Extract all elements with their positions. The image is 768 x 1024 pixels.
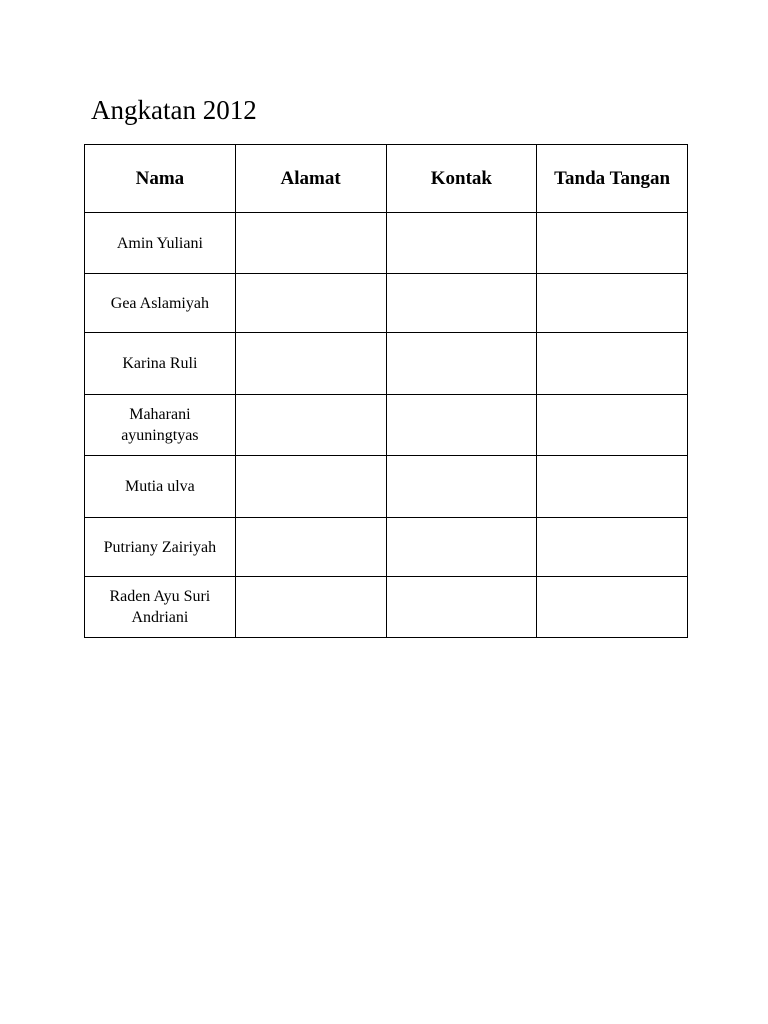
cell-alamat [235, 274, 386, 333]
attendance-table [84, 144, 688, 638]
cell-tanda-tangan [537, 333, 688, 395]
cell-alamat [235, 213, 386, 274]
header-nama: Nama [85, 145, 236, 213]
cell-kontak [386, 456, 537, 518]
table-row [85, 333, 688, 395]
cell-alamat [235, 333, 386, 395]
cell-tanda-tangan [537, 456, 688, 518]
name-text: Karina Ruli [122, 355, 198, 372]
table-row [85, 518, 688, 577]
table-row [85, 577, 688, 638]
header-kontak: Kontak [386, 145, 537, 213]
table-row [85, 395, 688, 456]
cell-alamat [235, 456, 386, 518]
table-row [85, 274, 688, 333]
cell-tanda-tangan [537, 213, 688, 274]
cell-nama [85, 213, 236, 274]
table-row [85, 213, 688, 274]
name-text: Maharani ayuningtyas [121, 406, 199, 444]
header-tanda-tangan: Tanda Tangan [537, 145, 688, 213]
cell-nama [85, 577, 236, 638]
cell-nama [85, 395, 236, 456]
name-text: Mutia ulva [124, 478, 195, 495]
cell-nama [85, 456, 236, 518]
cell-kontak [386, 518, 537, 577]
cell-nama [85, 518, 236, 577]
cell-kontak [386, 274, 537, 333]
name-text: Gea Aslamiyah [110, 294, 209, 312]
cell-tanda-tangan [537, 395, 688, 456]
cell-tanda-tangan [537, 274, 688, 333]
cell-kontak [386, 333, 537, 395]
cell-tanda-tangan [537, 518, 688, 577]
table-header-row [85, 145, 688, 213]
cell-alamat [235, 577, 386, 638]
table-row [85, 456, 688, 518]
name-text: Raden Ayu Suri Andriani [109, 588, 211, 626]
cell-kontak [386, 577, 537, 638]
cell-kontak [386, 213, 537, 274]
page-title: Angkatan 2012 [91, 95, 257, 125]
name-text: Putriany Zairiyah [103, 538, 217, 556]
cell-alamat [235, 395, 386, 456]
cell-nama [85, 333, 236, 395]
cell-kontak [386, 395, 537, 456]
name-text: Amin Yuliani [116, 234, 203, 252]
cell-nama [85, 274, 236, 333]
cell-tanda-tangan [537, 577, 688, 638]
header-alamat: Alamat [235, 145, 386, 213]
cell-alamat [235, 518, 386, 577]
